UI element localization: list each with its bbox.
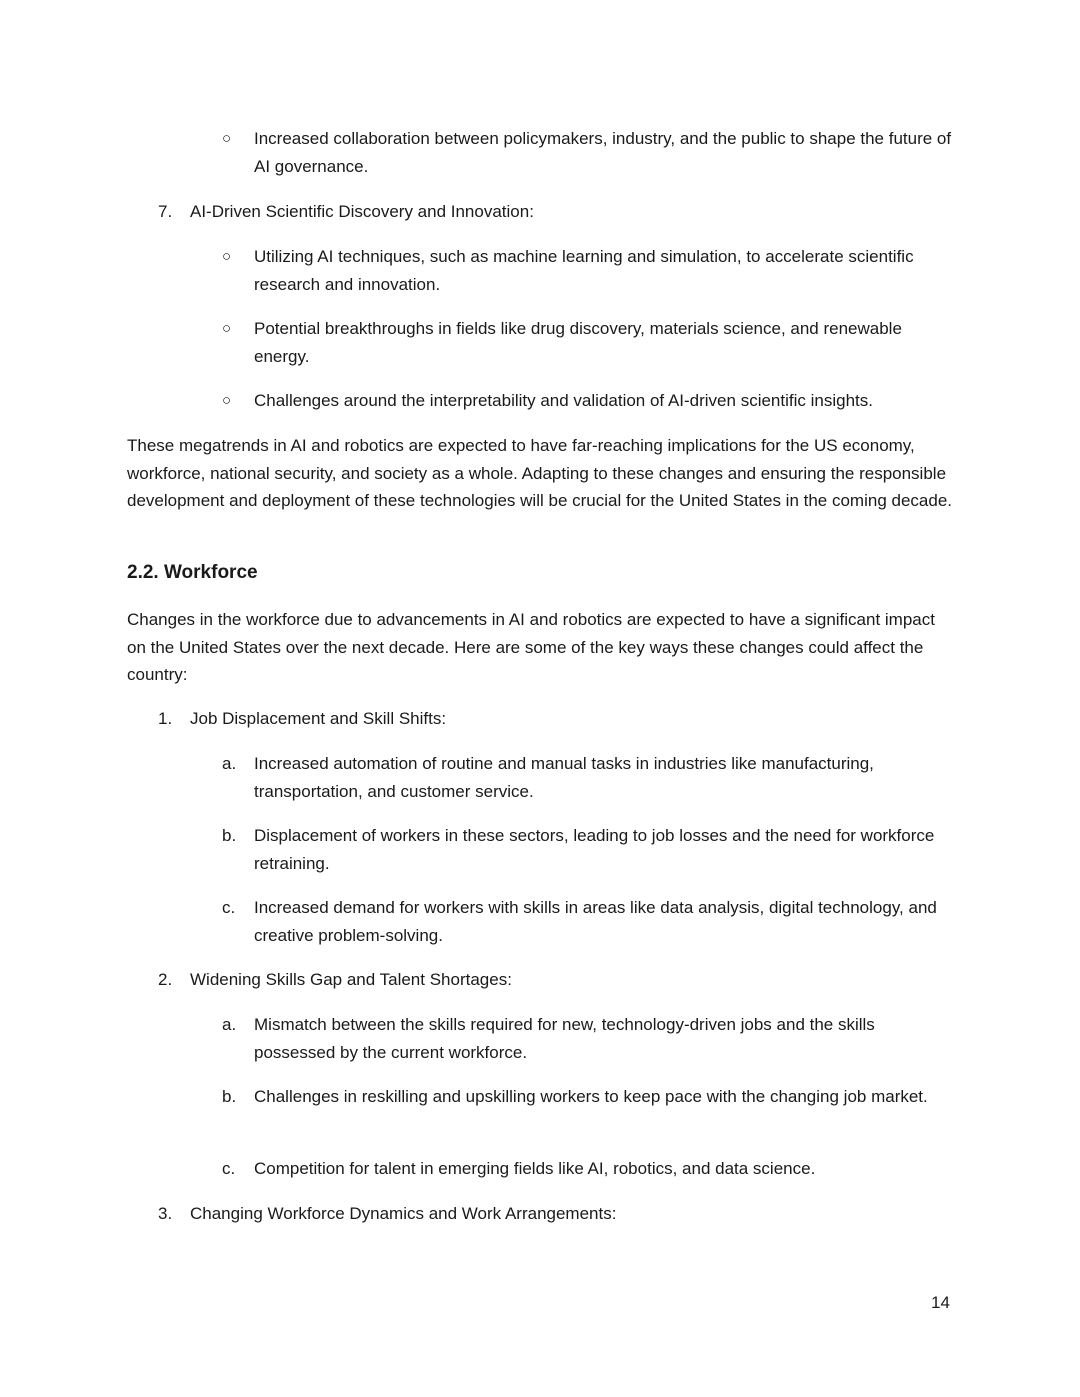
- bullet-text: Increased collaboration between policymakers, industry, and the public to shape the future of AI governance.: [254, 129, 952, 176]
- sub-item-letter: a.: [222, 1015, 237, 1034]
- list-number: 3.: [158, 1204, 173, 1223]
- sub-item-text: Increased demand for workers with skills in areas like data analysis, digital technology, and creative problem-solving.: [254, 898, 937, 945]
- list-item-title: AI-Driven Scientific Discovery and Innovation:: [190, 202, 534, 221]
- sub-item-letter: b.: [222, 826, 237, 845]
- bullet-marker: ○: [222, 130, 232, 147]
- page-number: 14: [931, 1293, 950, 1312]
- summary-paragraph: These megatrends in AI and robotics are expected to have far-reaching implications for the US economy, workforce, national security, and society as a whole. Adapting to these changes and ensuring the responsible development and deployment of these technologies will be crucial for the United States in the coming decade.: [127, 436, 952, 510]
- intro-paragraph: Changes in the workforce due to advancements in AI and robotics are expected to have a significant impact on the United States over the next decade. Here are some of the key ways these changes could affect the country:: [127, 610, 935, 684]
- bullet-text: Challenges around the interpretability and validation of AI-driven scientific insights.: [254, 391, 873, 410]
- list-item-title: Changing Workforce Dynamics and Work Arrangements:: [190, 1204, 617, 1223]
- sub-item-text: Challenges in reskilling and upskilling workers to keep pace with the changing job market.: [254, 1087, 928, 1106]
- bullet-marker: ○: [222, 320, 232, 337]
- sub-item-text: Increased automation of routine and manual tasks in industries like manufacturing, transportation, and customer service.: [254, 754, 874, 801]
- bullet-text: Utilizing AI techniques, such as machine learning and simulation, to accelerate scientific research and innovation.: [254, 247, 914, 294]
- list-number: 1.: [158, 709, 173, 728]
- list-item-title: Widening Skills Gap and Talent Shortages:: [190, 970, 512, 989]
- sub-item-text: Mismatch between the skills required for new, technology-driven jobs and the skills possessed by the current workforce.: [254, 1015, 875, 1062]
- bullet-marker: ○: [222, 392, 232, 409]
- sub-item-text: Competition for talent in emerging fields like AI, robotics, and data science.: [254, 1159, 816, 1178]
- sub-item-letter: c.: [222, 898, 236, 917]
- section-heading: 2.2. Workforce: [127, 562, 258, 583]
- sub-item-letter: a.: [222, 754, 237, 773]
- sub-item-text: Displacement of workers in these sectors, leading to job losses and the need for workforce retraining.: [254, 826, 935, 873]
- bullet-text: Potential breakthroughs in fields like drug discovery, materials science, and renewable energy.: [254, 319, 902, 366]
- list-item-title: Job Displacement and Skill Shifts:: [190, 709, 447, 728]
- sub-item-letter: c.: [222, 1159, 236, 1178]
- bullet-marker: ○: [222, 248, 232, 265]
- list-number: 7.: [158, 202, 173, 221]
- list-number: 2.: [158, 970, 173, 989]
- sub-item-letter: b.: [222, 1087, 237, 1106]
